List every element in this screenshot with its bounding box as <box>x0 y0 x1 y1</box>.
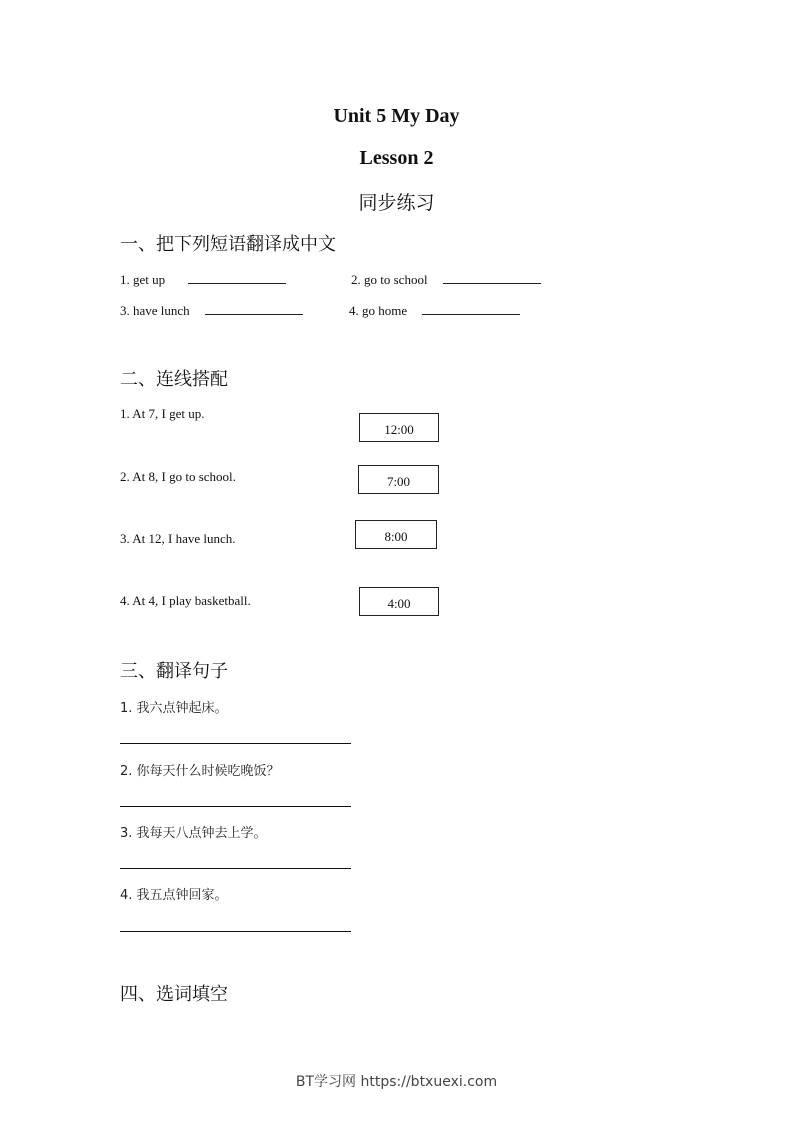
time-box[interactable]: 8:00 <box>355 520 437 549</box>
phrase-item: 3. have lunch <box>120 302 303 319</box>
page-title: Unit 5 My Day <box>333 105 460 127</box>
translate-sentence: 2. 你每天什么时候吃晚饭？ <box>120 764 280 779</box>
time-box[interactable]: 7:00 <box>358 465 439 494</box>
translate-sentence: 1. 我六点钟起床。 <box>120 701 228 716</box>
answer-line[interactable] <box>120 931 351 932</box>
footer-watermark: BT学习网 https://btxuexi.com <box>295 1074 498 1090</box>
time-box[interactable]: 4:00 <box>359 587 439 616</box>
phrase-item: 4. go home <box>349 302 520 319</box>
answer-blank[interactable] <box>443 271 541 284</box>
match-sentence: 2. At 8, I go to school. <box>120 469 236 484</box>
lesson-title: Lesson 2 <box>359 147 434 169</box>
exercise-heading: 同步练习 <box>358 192 435 214</box>
time-box[interactable]: 12:00 <box>359 413 439 442</box>
answer-blank[interactable] <box>205 302 303 315</box>
section-2-title: 二、连线搭配 <box>120 369 228 390</box>
section-1-title: 一、把下列短语翻译成中文 <box>120 234 336 255</box>
answer-line[interactable] <box>120 806 351 807</box>
answer-line[interactable] <box>120 743 351 744</box>
answer-line[interactable] <box>120 868 351 869</box>
translate-sentence: 4. 我五点钟回家。 <box>120 888 228 903</box>
answer-blank[interactable] <box>422 302 520 315</box>
phrase-item: 2. go to school <box>351 271 541 288</box>
phrase-item: 1. get up <box>120 271 286 288</box>
section-4-title: 四、选词填空 <box>120 984 228 1005</box>
answer-blank[interactable] <box>188 271 286 284</box>
match-sentence: 3. At 12, I have lunch. <box>120 531 236 546</box>
translate-sentence: 3. 我每天八点钟去上学。 <box>120 826 267 841</box>
section-3-title: 三、翻译句子 <box>120 661 228 682</box>
match-sentence: 1. At 7, I get up. <box>120 406 205 421</box>
match-sentence: 4. At 4, I play basketball. <box>120 593 251 608</box>
